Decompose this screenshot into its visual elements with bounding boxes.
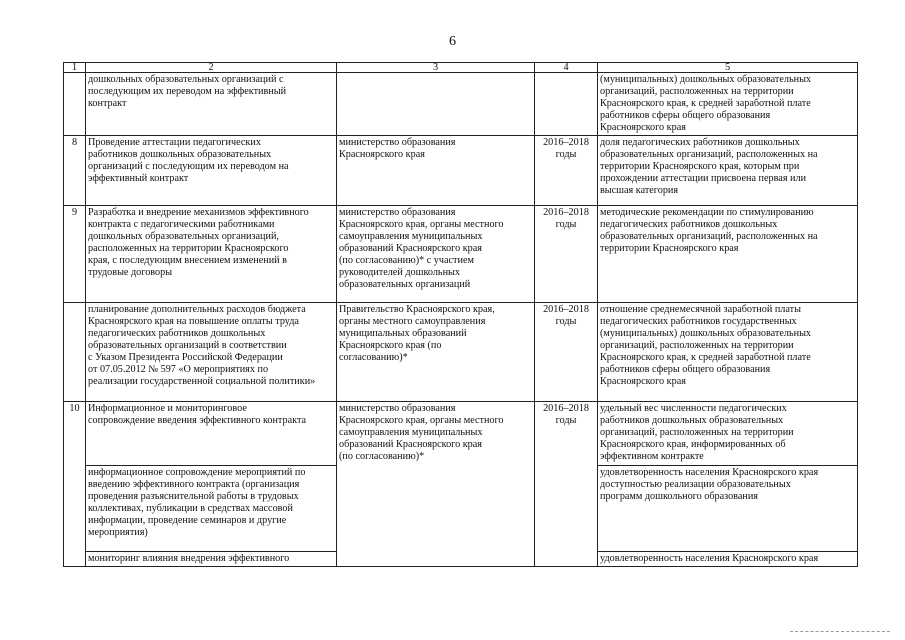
indicator-cell: удовлетворенность населения Красноярского края доступностью реализации образовательных программ дошкольного образования — [598, 466, 858, 552]
responsible-cell: министерство образования Красноярского края, органы местного самоуправления муниципальных образований Красноярского края (по согласованию)* с участием руководителей дошкольных образовательных организаций — [337, 206, 535, 303]
row-number — [64, 303, 86, 402]
period-cell: 2016–2018 годы — [535, 402, 598, 567]
period-cell: 2016–2018 годы — [535, 303, 598, 402]
header-col-3: 3 — [337, 63, 535, 73]
indicator-cell: удельный вес численности педагогических работников дошкольных образовательных организаций, расположенных на территории Красноярского края, информированных об эффективном контракте — [598, 402, 858, 466]
row-number — [64, 73, 86, 136]
scan-edge-mark — [790, 631, 890, 633]
activity-cell: мониторинг влияния внедрения эффективного — [86, 552, 337, 567]
header-col-5: 5 — [598, 63, 858, 73]
period-cell: 2016–2018 годы — [535, 136, 598, 206]
table-row — [64, 206, 858, 303]
table-row — [64, 136, 858, 206]
indicator-cell: удовлетворенность населения Красноярского края — [598, 552, 858, 567]
header-col-1: 1 — [64, 63, 86, 73]
page-number: 6 — [449, 34, 456, 49]
table-row — [64, 73, 858, 136]
activity-cell: Разработка и внедрение механизмов эффективного контракта с педагогическими работниками дошкольных образовательных организаций, расположенных на территории Красноярского края, с последующим внесением изменений в трудовые договоры — [86, 206, 337, 303]
responsible-cell: Правительство Красноярского края, органы местного самоуправления муниципальных образований Красноярского края (по согласованию)* — [337, 303, 535, 402]
activity-cell: Проведение аттестации педагогических работников дошкольных образовательных организаций с последующим их переводом на эффективный контракт — [86, 136, 337, 206]
activity-cell: планирование дополнительных расходов бюджета Красноярского края на повышение оплаты труда педагогических работников дошкольных образовательных организаций в соответствии с Указом Президента Российской Федерации от 07.05.2012 № 597 «О мероприятиях по реализации государственной социальной политики» — [86, 303, 337, 402]
header-col-4: 4 — [535, 63, 598, 73]
indicator-cell: (муниципальных) дошкольных образовательных организаций, расположенных на территории Красноярского края, к средней заработной плате работников сферы общего образования Красноярского края — [598, 73, 858, 136]
activity-cell: информационное сопровождение мероприятий по введению эффективного контракта (организация проведения разъяснительной работы в трудовых коллективах, публикации в средствах массовой информации, проведение семинаров и другие мероприятия) — [86, 466, 337, 552]
responsible-cell — [337, 73, 535, 136]
table-row — [64, 402, 858, 466]
activity-cell: дошкольных образовательных организаций с последующим их переводом на эффективный контракт — [86, 73, 337, 136]
activity-cell: Информационное и мониторинговое сопровождение введения эффективного контракта — [86, 402, 337, 466]
row-number: 10 — [64, 402, 86, 567]
measures-table — [63, 62, 858, 567]
period-cell — [535, 73, 598, 136]
indicator-cell: методические рекомендации по стимулированию педагогических работников дошкольных образовательных организаций, расположенных на территории Красноярского края — [598, 206, 858, 303]
responsible-cell: министерство образования Красноярского края, органы местного самоуправления муниципальных образований Красноярского края (по согласованию)* — [337, 402, 535, 567]
row-number: 8 — [64, 136, 86, 206]
indicator-cell: отношение среднемесячной заработной платы педагогических работников государственных (муниципальных) дошкольных образовательных организаций, расположенных на территории Красноярского края, к средней заработной плате работников сферы общего образования Красноярского края — [598, 303, 858, 402]
indicator-cell: доля педагогических работников дошкольных образовательных организаций, расположенных на территории Красноярского края, которым при прохождении аттестации присвоена первая или высшая категория — [598, 136, 858, 206]
responsible-cell: министерство образования Красноярского края — [337, 136, 535, 206]
header-col-2: 2 — [86, 63, 337, 73]
header-row — [64, 63, 858, 73]
row-number: 9 — [64, 206, 86, 303]
period-cell: 2016–2018 годы — [535, 206, 598, 303]
table-row — [64, 303, 858, 402]
